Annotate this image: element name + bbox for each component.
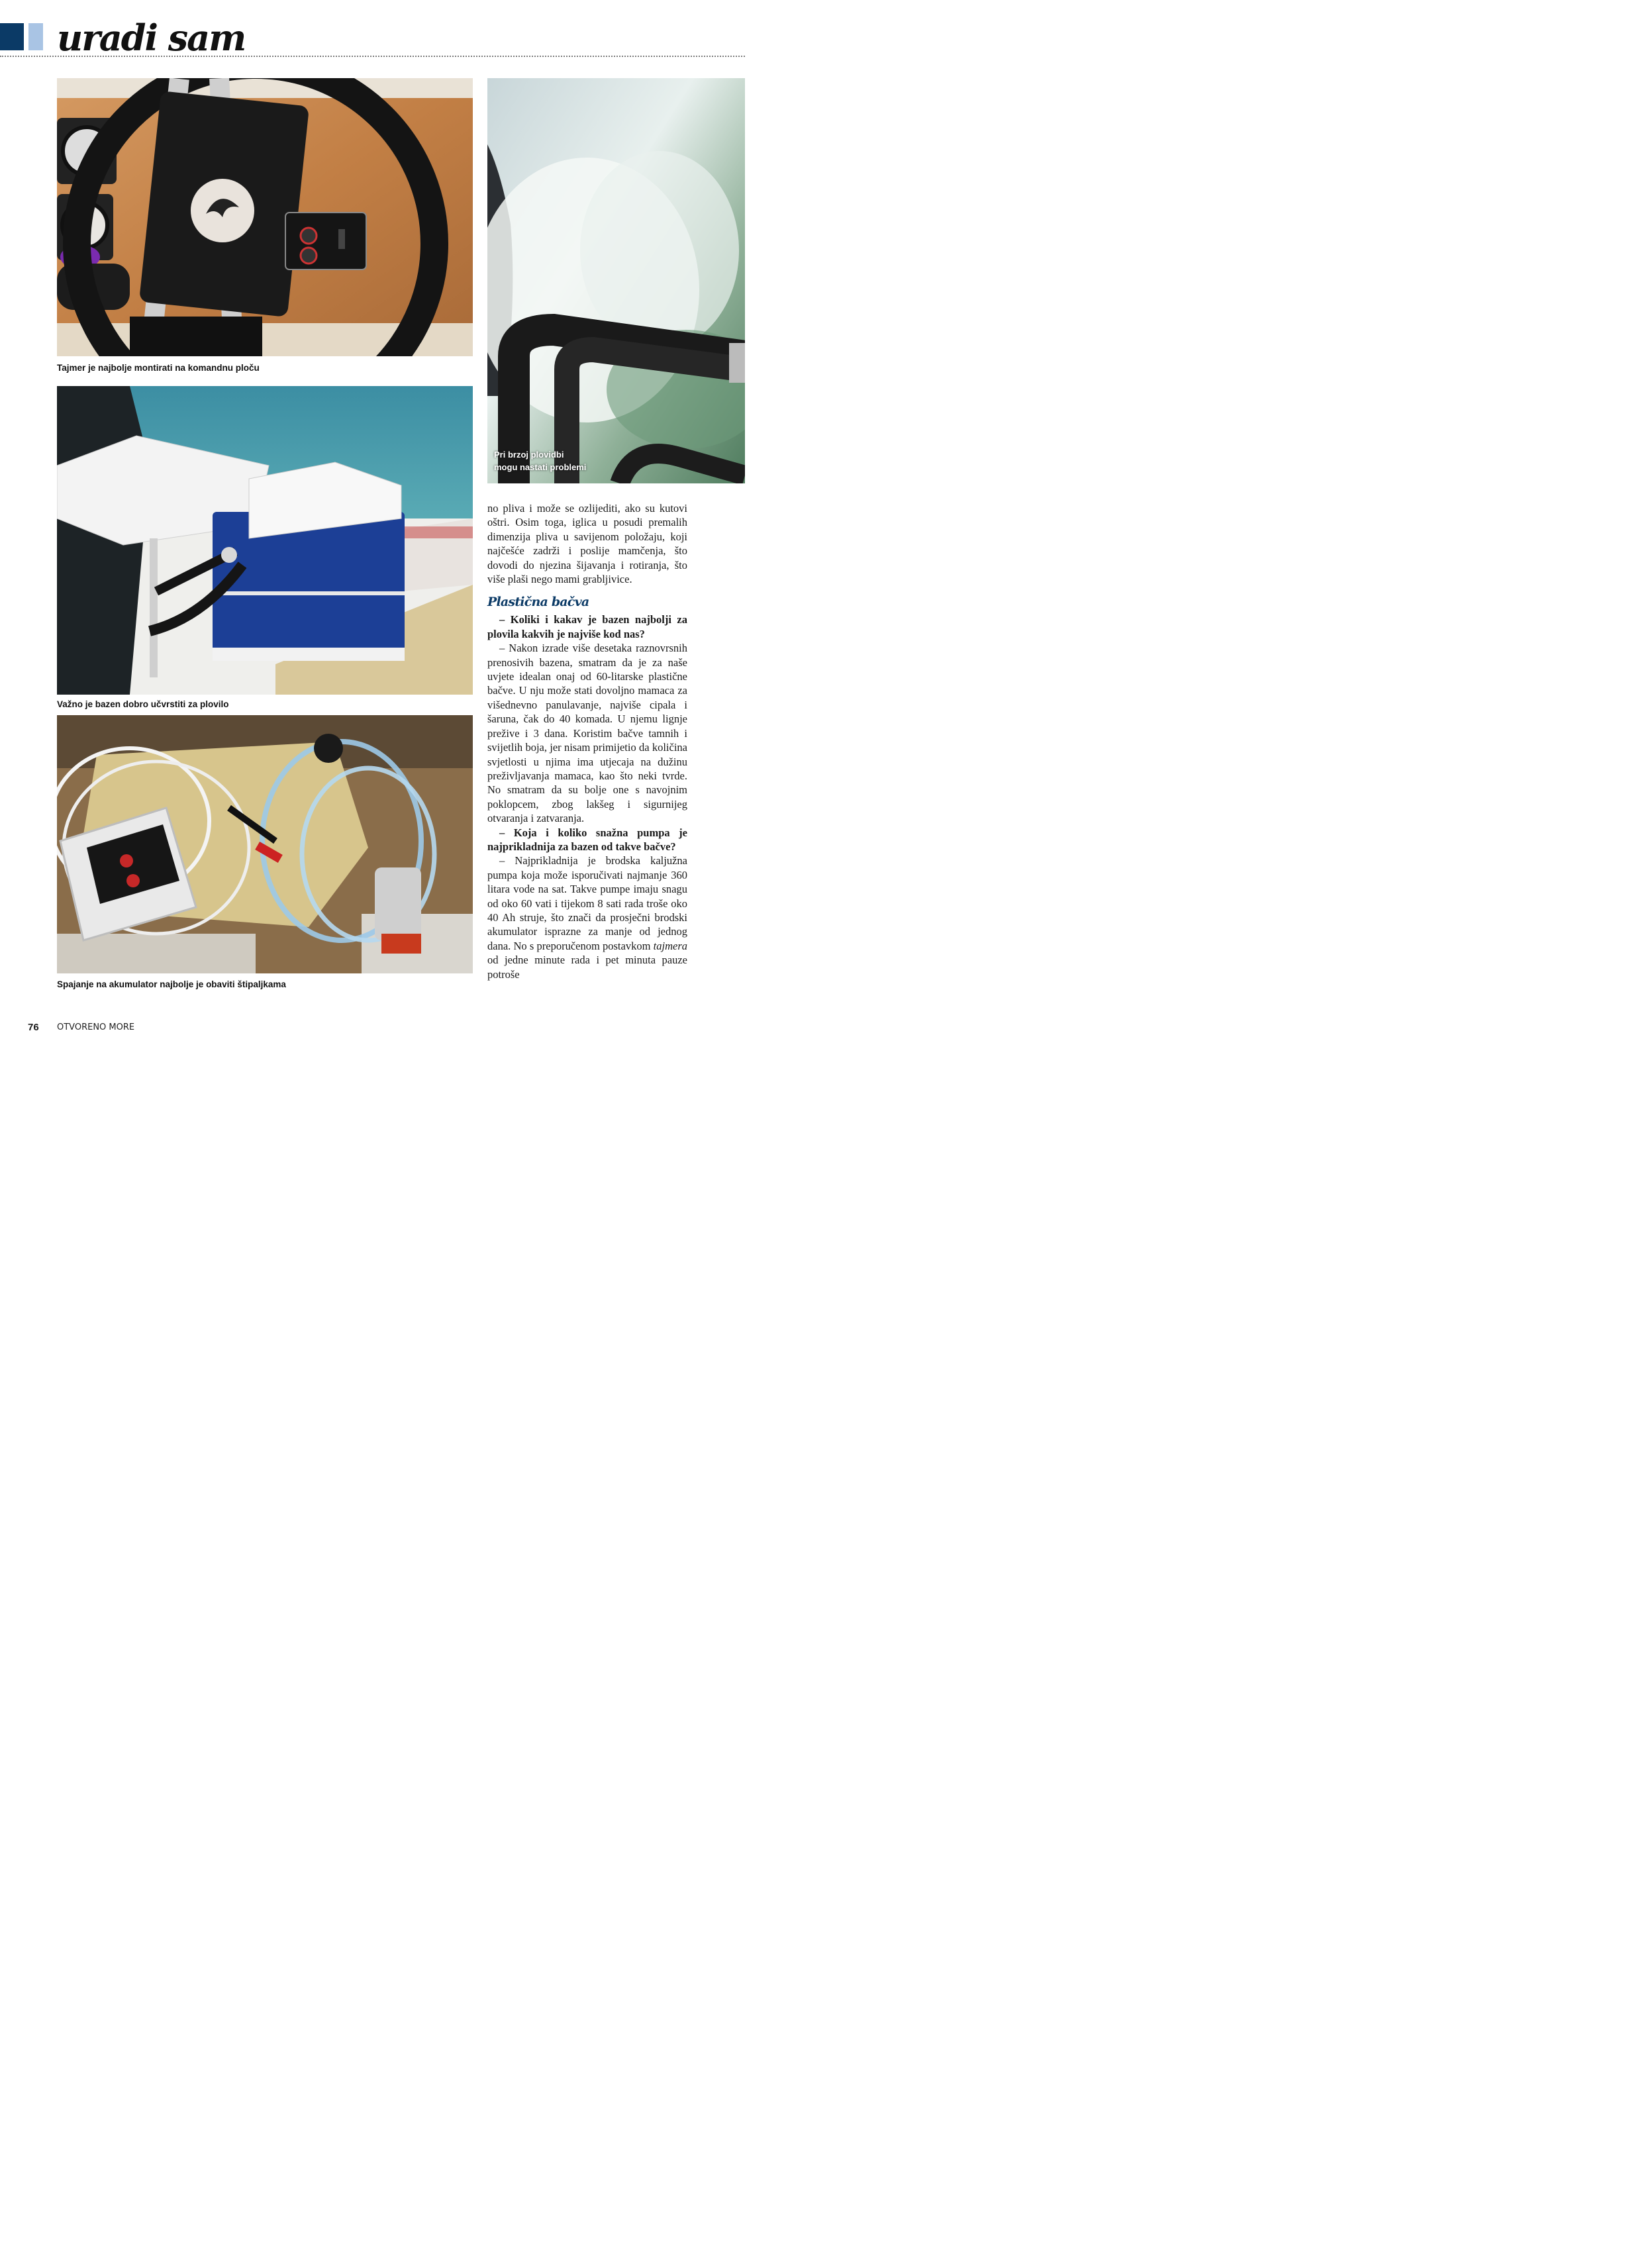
caption-hoses: Spajanje na akumulator najbolje je obaviti štipaljkama (57, 979, 286, 989)
page-number: 76 (28, 1022, 39, 1033)
photo-dashboard-timer (57, 78, 473, 356)
answer-2-italic-term: tajmera (653, 939, 687, 952)
caption-dashboard: Tajmer je najbolje montirati na komandnu ploču (57, 363, 260, 373)
answer-2-text-end: od jedne minute rada i pet minuta pauze potroše (487, 954, 687, 981)
header-accent-block-light (28, 23, 43, 50)
article-paragraph-intro: no pliva i može se ozlijediti, ako su kutovi oštri. Osim toga, iglica u posudi premalih dimenzija pliva u savijenom položaju, koji najčešće zadrži i poslije mamčenja, što dovodi do njezina šijavanja i rotiranja, što više plaši nego mami grabljivice. (487, 502, 687, 586)
article-question-2: – Koja i koliko snažna pumpa je najprikladnija za bazen od takve bačve? (487, 826, 687, 853)
article-answer-2 (487, 854, 687, 981)
photo-cooler-mounted (57, 386, 473, 695)
section-title: uradi sam (57, 17, 246, 59)
magazine-name: OTVORENO MORE (57, 1022, 135, 1032)
caption-cooler: Važno je bazen dobro učvrstiti za plovilo (57, 699, 229, 709)
caption-water-line-1: Pri brzoj plovidbi (494, 450, 564, 460)
answer-2-text-start: – Najprikladnija je brodska kaljužna pumpa koja može isporučivati najmanje 360 litara vode na sat. Takve pumpe imaju snagu od oko 60 vati i tijekom 8 sati rada troše oko 40 Ah struje, što znači da prosječni brodski akumulator isprazne za manje od jednog dana. No s preporučenom postavkom (487, 854, 687, 952)
article-answer-1: – Nakon izrade više desetaka raznovrsnih prenosivih bazena, smatram da je za naše uvjete idealan onaj od 60-litarske plastične bačve. U nju može stati dovoljno mamaca za višednevno panulavanje, najviše cipala i šaruna, čak do 40 komada. U njemu lignje prežive i 3 dana. Koristim bačve tamnih i svijetlih boja, jer nisam primijetio da količina svjetlosti u njima ima utjecaja na dužinu preživljavanja mamaca, kao što neki tvrde. No smatram da su bolje one s navojnim poklopcem, zbog lakšeg i sigurnijeg otvaranja i zatvaranja. (487, 642, 687, 825)
caption-water-line-2: mogu nastati problemi (494, 462, 587, 472)
article-question-1: – Koliki i kakav je bazen najbolji za plovila kakvih je najviše kod nas? (487, 613, 687, 640)
article-subheading: Plastična bačva (487, 595, 589, 610)
caption-water-spray (494, 448, 613, 473)
header-accent-block (0, 23, 24, 50)
photo-water-spray (487, 78, 745, 483)
article-body (487, 501, 687, 981)
header-divider (0, 56, 745, 57)
photo-pump-and-clamps (57, 715, 473, 973)
